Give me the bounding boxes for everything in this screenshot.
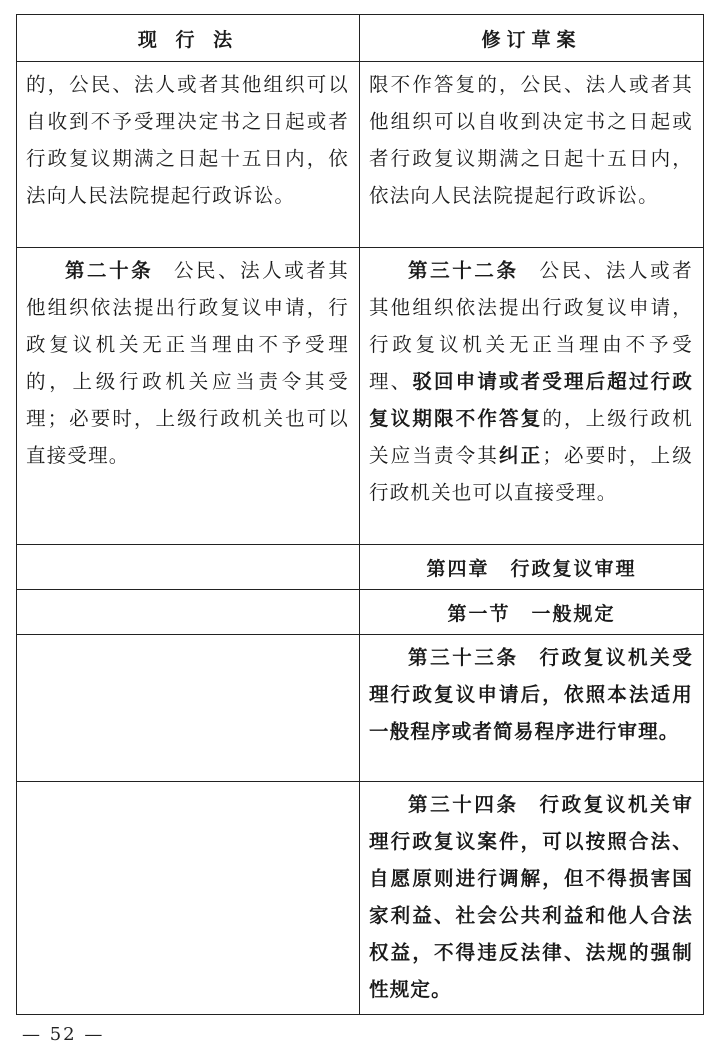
article-number: 第三十三条: [408, 646, 519, 669]
header-current-law: 现 行 法: [17, 15, 360, 62]
cell-revised-draft: [360, 782, 704, 1015]
empty-cell: [17, 545, 360, 590]
section-heading: 第一节 一般规定: [360, 590, 704, 635]
page-number: — 52 —: [22, 1024, 105, 1045]
comparison-table: [16, 14, 704, 1015]
table-row: [17, 248, 704, 545]
chapter-heading: 第四章 行政复议审理: [360, 545, 704, 590]
cell-current-law: [17, 248, 360, 545]
article-body: 公民、法人或者其他组织依法提出行政复议申请，行政复议机关无正当理由不予受理的，上级行政机关应当责令其受理；必要时，上级行政机关也可以直接受理。: [26, 259, 349, 467]
table-row: [17, 62, 704, 248]
article-number: 第三十四条: [408, 793, 519, 816]
header-revised-draft: 修订草案: [360, 15, 704, 62]
new-article: [360, 782, 703, 1014]
revised-draft-article: [360, 248, 703, 517]
revised-draft-text: 限不作答复的，公民、法人或者其他组织可以自收到决定书之日起或者行政复议期满之日起十五日内，依法向人民法院提起行政诉讼。: [369, 73, 693, 207]
current-law-text: 的，公民、法人或者其他组织可以自收到不予受理决定书之日起或者行政复议期满之日起十五日内，依法向人民法院提起行政诉讼。: [26, 73, 349, 207]
empty-cell: [17, 590, 360, 635]
article-number: 第二十条: [65, 259, 154, 282]
table-row: [17, 590, 704, 635]
new-article: [360, 635, 703, 756]
cell-revised-draft: [360, 248, 704, 545]
amended-text: 驳回申请或者受理后超过行政复议期限不作答复: [369, 370, 693, 430]
article-body-part: ；必要时，上级行政机关也可以直接受理。: [369, 444, 693, 504]
article-number: 第三十二条: [408, 259, 519, 282]
amended-text: 纠正: [498, 444, 543, 467]
article-body-part: 的，上级行政机关应当责令其: [369, 407, 693, 467]
article-body: 行政复议机关受理行政复议申请后，依照本法适用一般程序或者简易程序进行审理。: [369, 646, 693, 743]
cell-revised-draft: [360, 635, 704, 782]
cell-current-law: [17, 62, 360, 248]
article-body-part: 公民、法人或者其他组织依法提出行政复议申请，行政复议机关无正当理由不予受理、: [369, 259, 693, 393]
table-row: [17, 635, 704, 782]
cell-revised-draft: [360, 62, 704, 248]
table-row: [17, 782, 704, 1015]
current-law-article: [17, 248, 359, 480]
table-row: [17, 545, 704, 590]
empty-cell: [17, 782, 360, 1015]
article-body: 行政复议机关审理行政复议案件，可以按照合法、自愿原则进行调解，但不得损害国家利益、社会公共利益和他人合法权益，不得违反法律、法规的强制性规定。: [369, 793, 693, 1001]
empty-cell: [17, 635, 360, 782]
table-header-row: [17, 15, 704, 62]
